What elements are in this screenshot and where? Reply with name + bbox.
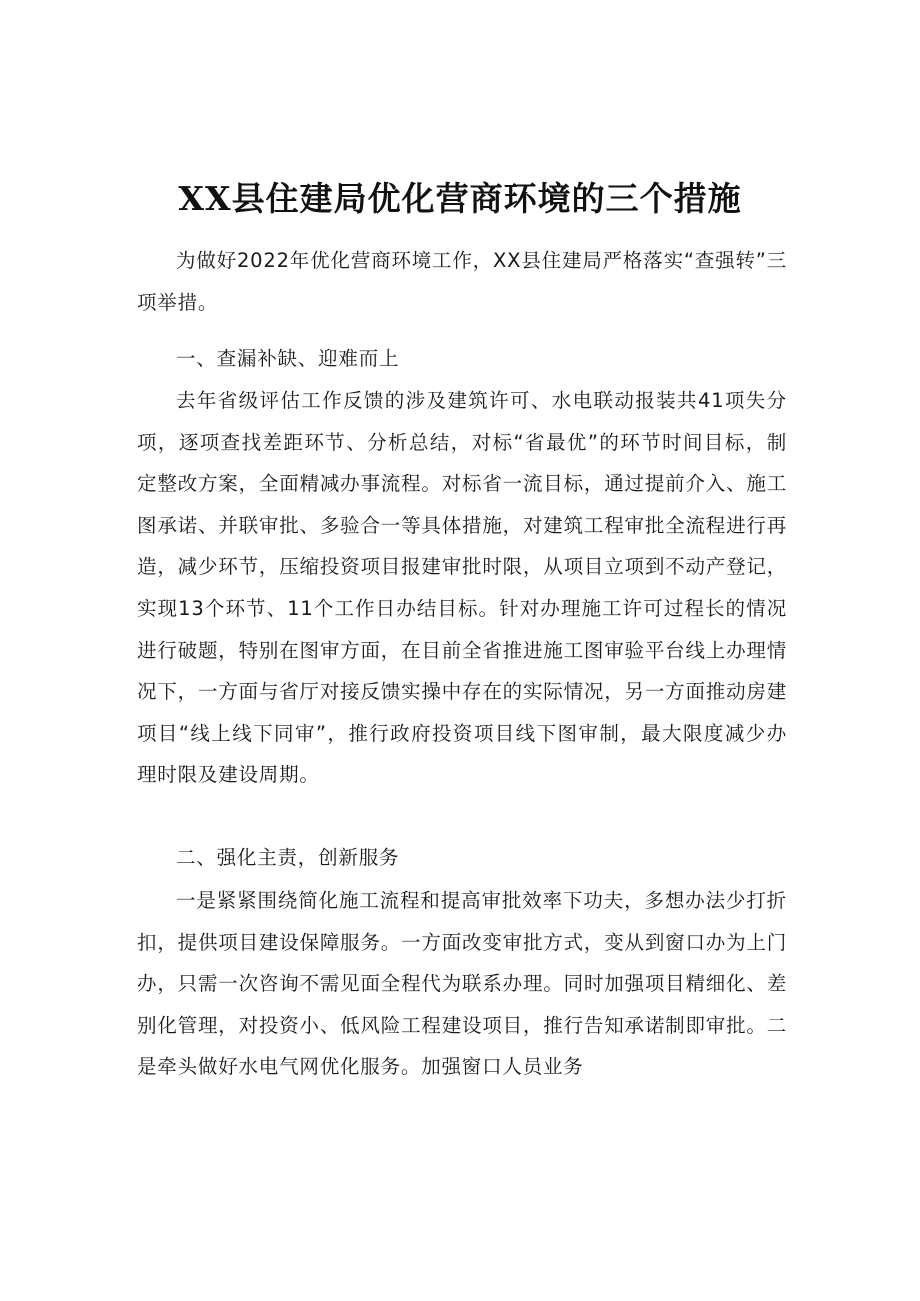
section-2-block (137, 837, 787, 879)
intro-block (137, 240, 787, 323)
section-heading-1: 一、查漏补缺、迎难而上 (176, 347, 400, 370)
section-1-block (137, 338, 787, 380)
intro-paragraph: 为做好2022年优化营商环境工作，XX县住建局严格落实“查强转”三项举措。 (137, 249, 787, 314)
document-title: XX县住建局优化营商环境的三个措施 (178, 179, 742, 218)
section-1-paragraph-1: 去年省级评估工作反馈的涉及建筑许可、水电联动报装共41项失分项，逐项查找差距环节、分析总结，对标“省最优”的环节时间目标，制定整改方案，全面精减办事流程。对标省一流目标，通过提前介入、施工图承诺、并联审批、多验合一等具体措施，对建筑工程审批全流程进行再造，减少环节，压缩投资项目报建审批时限，从项目立项到不动产登记，实现13个环节、11个工作日办结目标。针对办理施工许可过程长的情况进行破题，特别在图审方面，在目前全省推进施工图审验平台线上办理情况下，一方面与省厅对接反馈实操中存在的实际情况，另一方面推动房建项目“线上线下同审”，推行政府投资项目线下图审制，最大限度减少办理时限及建设周期。 (137, 389, 787, 787)
section-2-body (137, 880, 787, 1088)
section-heading-2: 二、强化主责，创新服务 (176, 846, 400, 869)
section-2-paragraph-1: 一是紧紧围绕简化施工流程和提高审批效率下功夫，多想办法少打折扣，提供项目建设保障服务。一方面改变审批方式，变从到窗口办为上门办，只需一次咨询不需见面全程代为联系办理。同时加强项目精细化、差别化管理，对投资小、低风险工程建设项目，推行告知承诺制即审批。二是牵头做好水电气网优化服务。加强窗口人员业务 (137, 889, 787, 1079)
section-1-body (137, 380, 787, 796)
